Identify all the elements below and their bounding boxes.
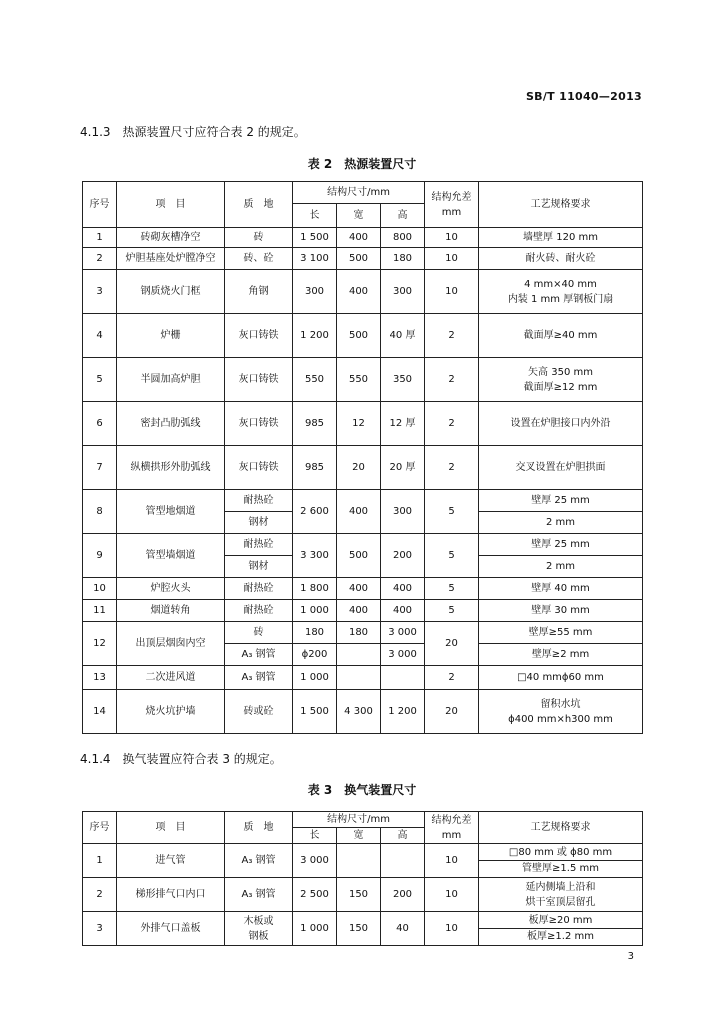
table-row: 5 半圆加高炉胆 灰口铸铁 550 550 350 2 矢高 350 mm 截面厚≥12 mm (83, 358, 643, 402)
header-width: 宽 (337, 828, 381, 844)
table-row: 钢材 2 mm (83, 556, 643, 578)
table-row: 1 砖砌灰槽净空 砖 1 500 400 800 10 墙壁厚 120 mm (83, 228, 643, 248)
table3 (82, 811, 643, 946)
header-dims: 结构尺寸/mm (293, 812, 425, 828)
table-row: 7 纵横拱形外肋弧线 灰口铸铁 985 20 20 厚 2 交叉设置在炉胆拱面 (83, 446, 643, 490)
table-row: 2 炉胆基座处炉膛净空 砖、砼 3 100 500 180 10 耐火砖、耐火砼 (83, 248, 643, 270)
standard-number: SB/T 11040—2013 (525, 90, 642, 103)
table-row: 4 炉栅 灰口铸铁 1 200 500 40 厚 2 截面厚≥40 mm (83, 314, 643, 358)
table-row: 12 出顶层烟囱内空 砖 180 180 3 000 20 壁厚≥55 mm (83, 622, 643, 644)
header-no: 序号 (83, 812, 117, 844)
header-no: 序号 (83, 182, 117, 228)
header-item: 项 目 (117, 182, 225, 228)
table-row: 3 外排气口盖板 木板或 钢板 1 000 150 40 10 板厚≥20 mm 板厚≥1.2 mm (83, 912, 643, 946)
header-length: 长 (293, 828, 337, 844)
header-tol: 结构允差 mm (425, 812, 479, 844)
header-width: 宽 (337, 204, 381, 228)
table-row: 钢材 2 mm (83, 512, 643, 534)
header-height: 高 (381, 828, 425, 844)
table-row: 11 烟道转角 耐热砼 1 000 400 400 5 壁厚 30 mm (83, 600, 643, 622)
header-length: 长 (293, 204, 337, 228)
clause-4-1-4: 4.1.4 换气装置应符合表 3 的规定。 (80, 752, 282, 766)
header-material: 质 地 (225, 812, 293, 844)
header-req: 工艺规格要求 (479, 182, 643, 228)
table-row: 14 烧火坑护墙 砖或砼 1 500 4 300 1 200 20 留积水坑 ϕ400 mm×h300 mm (83, 690, 643, 734)
table-row: 6 密封凸肋弧线 灰口铸铁 985 12 12 厚 2 设置在炉胆接口内外沿 (83, 402, 643, 446)
page-number: 3 (627, 951, 634, 962)
header-dims: 结构尺寸/mm (293, 182, 425, 204)
table-row: A₃ 钢管 ϕ200 3 000 壁厚≥2 mm (83, 644, 643, 666)
header-req: 工艺规格要求 (479, 812, 643, 844)
table-row: 13 二次进风道 A₃ 钢管 1 000 2 □40 mmϕ60 mm (83, 666, 643, 690)
header-tol: 结构允差 mm (425, 182, 479, 228)
table-row: 2 梯形排气口内口 A₃ 钢管 2 500 150 200 10 延内侧墙上沿和 烘干室顶层留孔 (83, 878, 643, 912)
clause-4-1-3: 4.1.3 热源装置尺寸应符合表 2 的规定。 (80, 125, 306, 139)
header-height: 高 (381, 204, 425, 228)
table3-caption: 表 3 换气装置尺寸 (307, 783, 417, 797)
header-material: 质 地 (225, 182, 293, 228)
table2-caption: 表 2 热源装置尺寸 (307, 157, 417, 171)
table-row: 1 进气管 A₃ 钢管 3 000 10 □80 mm 或 ϕ80 mm 管壁厚≥1.5 mm (83, 844, 643, 878)
table-row: 8 管型地烟道 耐热砼 2 600 400 300 5 壁厚 25 mm (83, 490, 643, 512)
table-row: 3 钢质烧火门框 角钢 300 400 300 10 4 mm×40 mm 内装 1 mm 厚钢板门扇 (83, 270, 643, 314)
table2 (82, 181, 643, 734)
header-item: 项 目 (117, 812, 225, 844)
table-row: 9 管型墙烟道 耐热砼 3 300 500 200 5 壁厚 25 mm (83, 534, 643, 556)
table-row: 10 炉腔火头 耐热砼 1 800 400 400 5 壁厚 40 mm (83, 578, 643, 600)
